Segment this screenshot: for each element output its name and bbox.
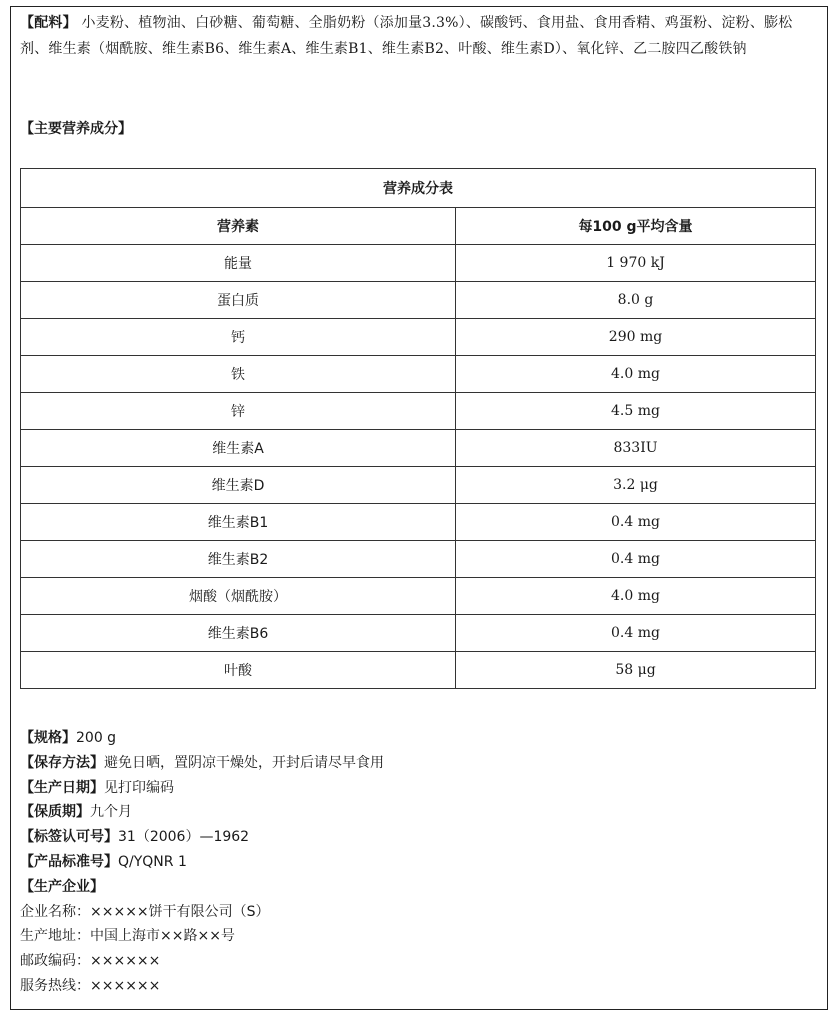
cert-row xyxy=(20,825,810,850)
ingredients-label: 【配料】 xyxy=(20,15,77,31)
std-label: 【产品标准号】 xyxy=(20,853,118,870)
nutrition-table-caption: 营养成分表 xyxy=(21,169,816,208)
company-value: ×××××饼干有限公司（S） xyxy=(90,903,270,920)
ingredients-block xyxy=(20,10,820,62)
address-label: 生产地址： xyxy=(20,928,90,945)
nutrition-row xyxy=(21,615,816,652)
spec-label: 【规格】 xyxy=(20,730,76,746)
storage-row xyxy=(20,751,810,776)
date-row xyxy=(20,776,810,801)
nutrient-name: 维生素A xyxy=(21,430,456,467)
nutrient-name: 维生素B6 xyxy=(21,615,456,652)
nutrition-table xyxy=(20,168,816,689)
nutrient-amount: 4.0 mg xyxy=(456,356,816,393)
cert-label: 【标签认可号】 xyxy=(20,829,118,846)
nutrition-row xyxy=(21,393,816,430)
postcode-value: ×××××× xyxy=(90,953,161,970)
nutrient-amount: 58 μg xyxy=(456,652,816,689)
spec-value: 200 g xyxy=(76,730,117,746)
shelf-value: 九个月 xyxy=(90,804,132,821)
nutrient-amount: 4.5 mg xyxy=(456,393,816,430)
nutrition-section-label: 【主要营养成分】 xyxy=(20,121,132,137)
nutrient-amount: 1 970 kJ xyxy=(456,245,816,282)
nutrition-row xyxy=(21,578,816,615)
ingredients-text: 小麦粉、植物油、白砂糖、葡萄糖、全脂奶粉（添加量3.3%）、碳酸钙、食用盐、食用香精、鸡蛋粉、淀粉、膨松剂、维生素（烟酰胺、维生素B6、维生素A、维生素B1、维生素B2、叶酸、维生素D）、氧化锌、乙二胺四乙酸铁钠 xyxy=(20,15,793,57)
postcode-row xyxy=(20,949,810,974)
nutrient-amount: 0.4 mg xyxy=(456,615,816,652)
nutrient-name: 叶酸 xyxy=(21,652,456,689)
nutrition-row xyxy=(21,245,816,282)
nutrition-row xyxy=(21,652,816,689)
maker-row xyxy=(20,875,810,900)
shelf-label: 【保质期】 xyxy=(20,804,90,821)
nutrient-name: 维生素D xyxy=(21,467,456,504)
product-details xyxy=(20,726,810,999)
nutrition-row xyxy=(21,356,816,393)
cert-value: 31（2006）—1962 xyxy=(118,829,250,846)
address-row xyxy=(20,924,810,949)
std-row xyxy=(20,850,810,875)
hotline-row xyxy=(20,974,810,999)
nutrient-name: 铁 xyxy=(21,356,456,393)
nutrient-name: 钙 xyxy=(21,319,456,356)
shelf-row xyxy=(20,800,810,825)
nutrient-name: 能量 xyxy=(21,245,456,282)
storage-value: 避免日晒，置阴凉干燥处，开封后请尽早食用 xyxy=(104,754,384,771)
nutrition-row xyxy=(21,319,816,356)
nutrient-name: 蛋白质 xyxy=(21,282,456,319)
nutrient-name: 烟酸（烟酰胺） xyxy=(21,578,456,615)
nutrient-amount: 833IU xyxy=(456,430,816,467)
nutrient-amount: 3.2 μg xyxy=(456,467,816,504)
std-value: Q/YQNR 1 xyxy=(118,853,187,870)
hotline-label: 服务热线： xyxy=(20,977,90,994)
nutrition-row xyxy=(21,541,816,578)
nutrition-row xyxy=(21,467,816,504)
address-value: 中国上海市××路××号 xyxy=(90,928,235,945)
nutrient-name: 维生素B2 xyxy=(21,541,456,578)
nutrient-name: 维生素B1 xyxy=(21,504,456,541)
nutrition-row xyxy=(21,430,816,467)
nutrition-row xyxy=(21,504,816,541)
header-nutrient: 营养素 xyxy=(21,208,456,245)
nutrient-amount: 4.0 mg xyxy=(456,578,816,615)
nutrition-table-body xyxy=(21,245,816,689)
company-row xyxy=(20,900,810,925)
spec-row xyxy=(20,726,810,751)
postcode-label: 邮政编码： xyxy=(20,953,90,970)
date-label: 【生产日期】 xyxy=(20,779,104,796)
hotline-value: ×××××× xyxy=(90,977,161,994)
storage-label: 【保存方法】 xyxy=(20,754,104,771)
nutrient-name: 锌 xyxy=(21,393,456,430)
maker-label: 【生产企业】 xyxy=(20,878,104,895)
nutrition-row xyxy=(21,282,816,319)
nutrient-amount: 8.0 g xyxy=(456,282,816,319)
nutrient-amount: 0.4 mg xyxy=(456,541,816,578)
company-label: 企业名称： xyxy=(20,903,90,920)
header-amount: 每100 g平均含量 xyxy=(456,208,816,245)
nutrient-amount: 0.4 mg xyxy=(456,504,816,541)
nutrient-amount: 290 mg xyxy=(456,319,816,356)
date-value: 见打印编码 xyxy=(104,779,174,796)
